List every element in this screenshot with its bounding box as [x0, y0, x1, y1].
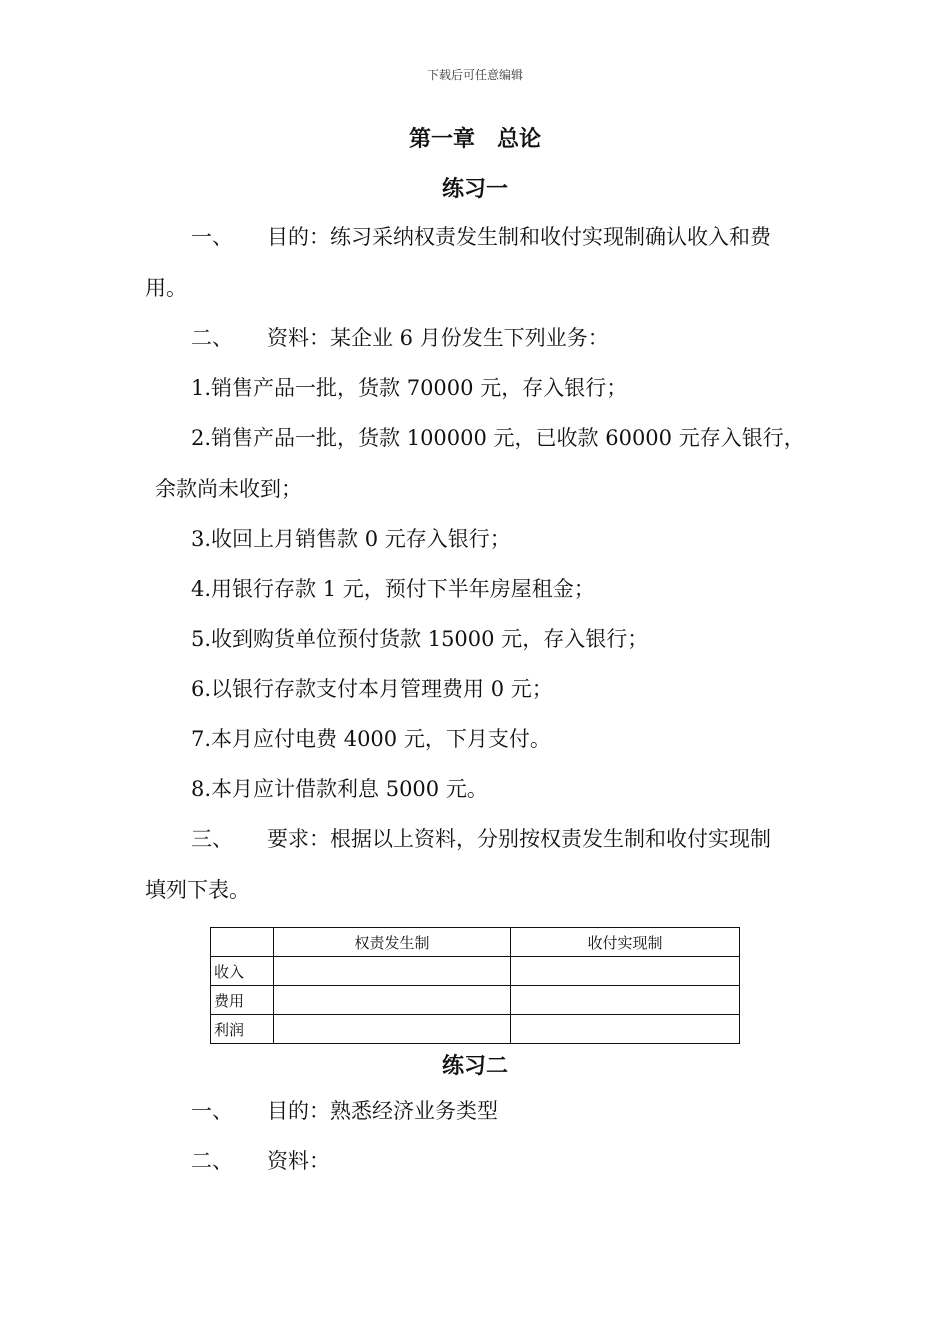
ex1-item-3: 3.收回上月销售款 0 元存入银行；	[191, 527, 511, 551]
ex2-material-text: 资料：	[267, 1149, 330, 1173]
ex1-item-1: 1.销售产品一批，货款 70000 元，存入银行；	[191, 376, 628, 400]
ex2-purpose-number: 一、	[191, 1099, 233, 1123]
table-cell[interactable]	[511, 986, 740, 1015]
ex1-purpose-cont: 用。	[145, 276, 187, 300]
header-note: 下载后可任意编辑	[426, 68, 523, 82]
ex1-requirement-line	[191, 825, 771, 853]
ex2-purpose-line	[191, 1097, 498, 1125]
ex1-item-7: 7.本月应付电费 4000 元，下月支付。	[191, 727, 551, 751]
ex1-requirement-cont: 填列下表。	[145, 878, 250, 902]
ex2-material-number: 二、	[191, 1149, 233, 1173]
ex1-item-2: 2.销售产品一批，货款 100000 元，已收款 60000 元存入银行，	[191, 426, 805, 450]
ex2-purpose-text: 目的：熟悉经济业务类型	[267, 1099, 498, 1123]
ex1-item-5: 5.收到购货单位预付货款 15000 元，存入银行；	[191, 627, 649, 651]
exercise2-title: 练习二	[441, 1053, 508, 1079]
table-cell[interactable]	[511, 957, 740, 986]
ex1-item-4: 4.用银行存款 1 元，预付下半年房屋租金；	[191, 577, 595, 601]
ex1-item-8: 8.本月应计借款利息 5000 元。	[191, 777, 488, 801]
table-header-blank	[211, 928, 274, 957]
exercise1-title: 练习一	[441, 176, 508, 202]
chapter-title: 第一章 总论	[408, 126, 541, 152]
ex1-material-number: 二、	[191, 326, 233, 350]
table-header-row	[211, 928, 740, 957]
table-header-accrual: 权责发生制	[274, 928, 511, 957]
ex1-requirement-number: 三、	[191, 827, 233, 851]
ex1-item-6: 6.以银行存款支付本月管理费用 0 元；	[191, 677, 553, 701]
table-cell[interactable]	[274, 986, 511, 1015]
table-row	[211, 957, 740, 986]
ex1-purpose-number: 一、	[191, 225, 233, 249]
table-row-label: 收入	[211, 957, 274, 986]
ex1-purpose-line	[191, 223, 771, 251]
table-cell[interactable]	[274, 1015, 511, 1044]
ex1-requirement-text: 要求：根据以上资料，分别按权责发生制和收付实现制	[267, 827, 771, 851]
table-cell[interactable]	[511, 1015, 740, 1044]
table-row-label: 利润	[211, 1015, 274, 1044]
ex1-item-2-cont: 余款尚未收到；	[155, 477, 302, 501]
ex1-material-text: 资料：某企业 6 月份发生下列业务：	[267, 326, 609, 350]
ex2-material-line	[191, 1147, 330, 1175]
table-row-label: 费用	[211, 986, 274, 1015]
table-cell[interactable]	[274, 957, 511, 986]
table-row	[211, 986, 740, 1015]
ex1-purpose-text: 目的：练习采纳权责发生制和收付实现制确认收入和费	[267, 225, 771, 249]
ex1-material-line	[191, 324, 609, 352]
accounting-table	[210, 927, 740, 1044]
table-row	[211, 1015, 740, 1044]
table-header-cash: 收付实现制	[511, 928, 740, 957]
